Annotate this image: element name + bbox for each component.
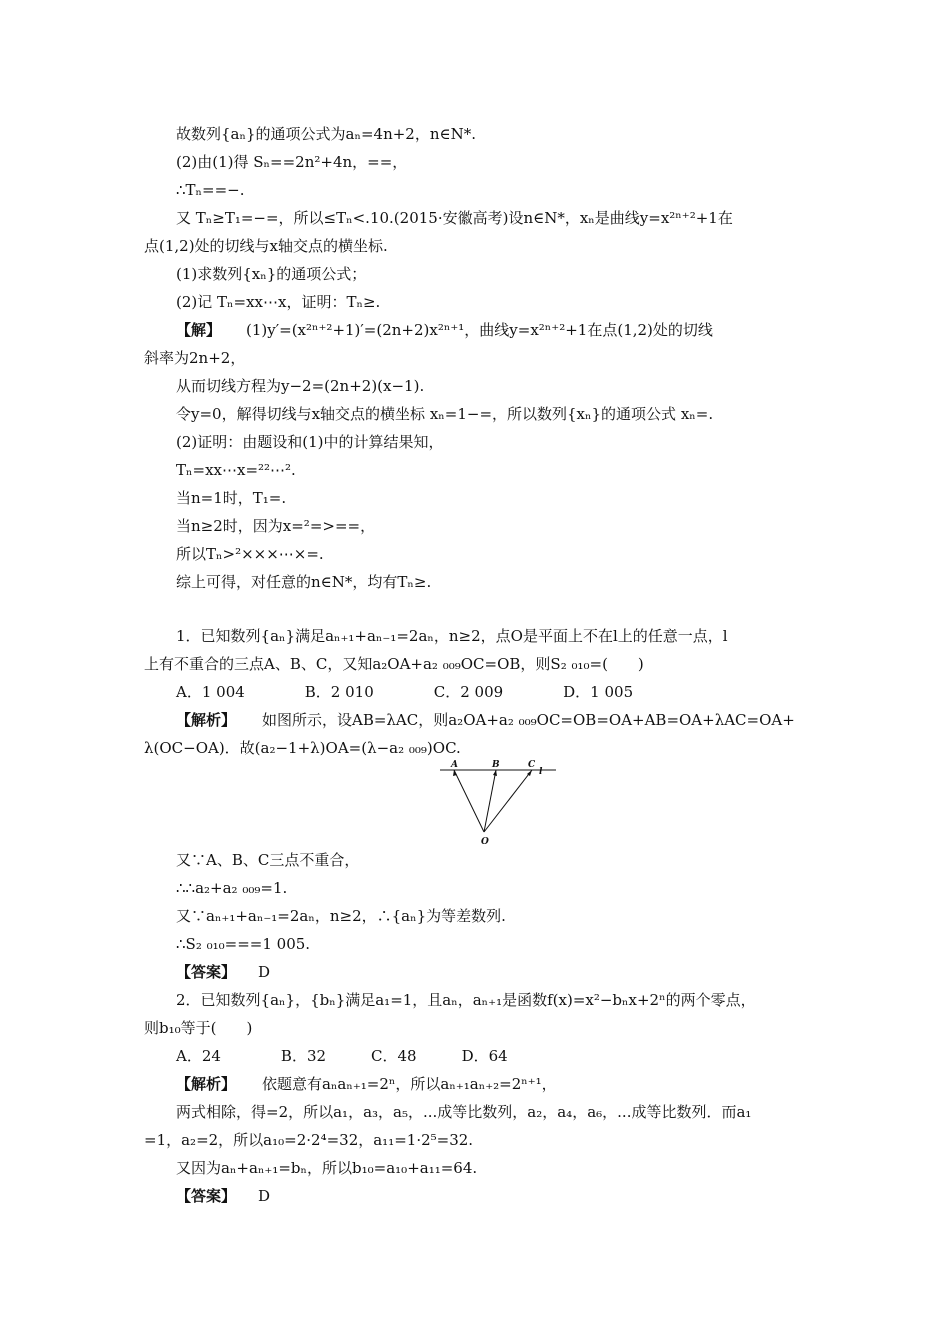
text-line: 故数列{aₙ}的通项公式为aₙ=4n+2，n∈N*. — [176, 125, 476, 143]
analysis-heading: 【解析】 — [176, 711, 237, 729]
answer-heading: 【答案】 — [176, 963, 237, 981]
text-line: 点(1,2)处的切线与x轴交点的横坐标. — [144, 237, 388, 255]
text-line: 令y=0，解得切线与x轴交点的横坐标 xₙ=1−=，所以数列{xₙ}的通项公式 xₙ=. — [176, 405, 714, 423]
segment-oc — [484, 770, 532, 832]
text-line: 又因为aₙ+aₙ₊₁=bₙ，所以b₁₀=a₁₀+a₁₁=64. — [176, 1159, 478, 1177]
line-l-label: l — [539, 767, 543, 777]
text-line: 斜率为2n+2， — [144, 349, 246, 367]
text-line: 则b₁₀等于( ) — [144, 1019, 253, 1037]
choice-row: A．24 B．32 C．48 D．64 — [176, 1047, 508, 1065]
text-line: 两式相除，得=2，所以a₁，a₃，a₅，...成等比数列，a₂，a₄，a₆，...成等比数列．而a₁ — [176, 1103, 752, 1121]
text-line: (2)记 Tₙ=xx⋯x，证明：Tₙ≥. — [176, 293, 381, 311]
segment-ob — [484, 770, 496, 832]
point-a-label: A — [451, 760, 458, 770]
question-1: 1．已知数列{aₙ}满足aₙ₊₁+aₙ₋₁=2aₙ，n≥2，点O是平面上不在l上的任意一点，l — [176, 627, 728, 645]
point-b-label: B — [492, 760, 500, 770]
solution-heading: 【解】 — [176, 321, 222, 339]
text-line: 当n=1时，T₁=. — [176, 489, 287, 507]
text-line: Tₙ=xx⋯x=²²⋯². — [176, 461, 296, 479]
arrowhead-b — [493, 770, 497, 776]
text-line: λ(OC−OA)．故(a₂−1+λ)OA=(λ−a₂ ₀₀₉)OC. — [144, 739, 461, 757]
geometry-figure — [432, 758, 560, 848]
text-line: (2)证明：由题设和(1)中的计算结果知， — [176, 433, 444, 451]
text-line: 当n≥2时，因为x=²=>==， — [176, 517, 376, 535]
segment-oa — [454, 770, 484, 832]
arrowhead-a — [453, 770, 457, 776]
question-2: 2．已知数列{aₙ}，{bₙ}满足a₁=1，且aₙ，aₙ₊₁是函数f(x)=x²−bₙx+2ⁿ的两个零点， — [176, 991, 756, 1009]
text-line: ∴S₂ ₀₁₀===1 005. — [176, 935, 311, 953]
text-line: 又∵A、B、C三点不重合， — [176, 851, 360, 869]
analysis-heading: 【解析】 — [176, 1075, 237, 1093]
text-line: 所以Tₙ>²×××⋯×=. — [176, 545, 324, 563]
text-line: 又 Tₙ≥T₁=−=，所以≤Tₙ<.10.(2015·安徽高考)设n∈N*，xₙ是曲线y=x²ⁿ⁺²+1在 — [176, 209, 733, 227]
text-line: (1)求数列{xₙ}的通项公式； — [176, 265, 367, 283]
text-line: 又∵aₙ₊₁+aₙ₋₁=2aₙ，n≥2，∴{aₙ}为等差数列. — [176, 907, 506, 925]
text-line: (2)由(1)得 Sₙ==2n²+4n，==， — [176, 153, 408, 171]
text-line: (1)y′=(x²ⁿ⁺²+1)′=(2n+2)x²ⁿ⁺¹，曲线y=x²ⁿ⁺²+1在点(1,2)处的切线 — [246, 321, 713, 339]
answer-heading: 【答案】 — [176, 1187, 237, 1205]
text-line: 综上可得，对任意的n∈N*，均有Tₙ≥. — [176, 573, 432, 591]
text-line: 依题意有aₙaₙ₊₁=2ⁿ，所以aₙ₊₁aₙ₊₂=2ⁿ⁺¹， — [262, 1075, 557, 1093]
text-line: 上有不重合的三点A、B、C，又知a₂OA+a₂ ₀₀₉OC=OB，则S₂ ₀₁₀=( ) — [144, 655, 644, 673]
answer-value: D — [258, 1187, 271, 1205]
text-line: 从而切线方程为y−2=(2n+2)(x−1). — [176, 377, 425, 395]
text-line: =1，a₂=2，所以a₁₀=2·2⁴=32，a₁₁=1·2⁵=32. — [144, 1131, 474, 1149]
answer-value: D — [258, 963, 271, 981]
point-c-label: C — [528, 760, 536, 770]
text-line: 如图所示，设AB=λAC，则a₂OA+a₂ ₀₀₉OC=OB=OA+AB=OA+λAC=OA+ — [262, 711, 795, 729]
text-line: ∴Tₙ==−. — [176, 181, 245, 199]
text-line: ∴∴a₂+a₂ ₀₀₉=1. — [176, 879, 288, 897]
point-o-label: O — [481, 837, 489, 847]
choice-row: A．1 004 B．2 010 C．2 009 D．1 005 — [176, 683, 634, 701]
